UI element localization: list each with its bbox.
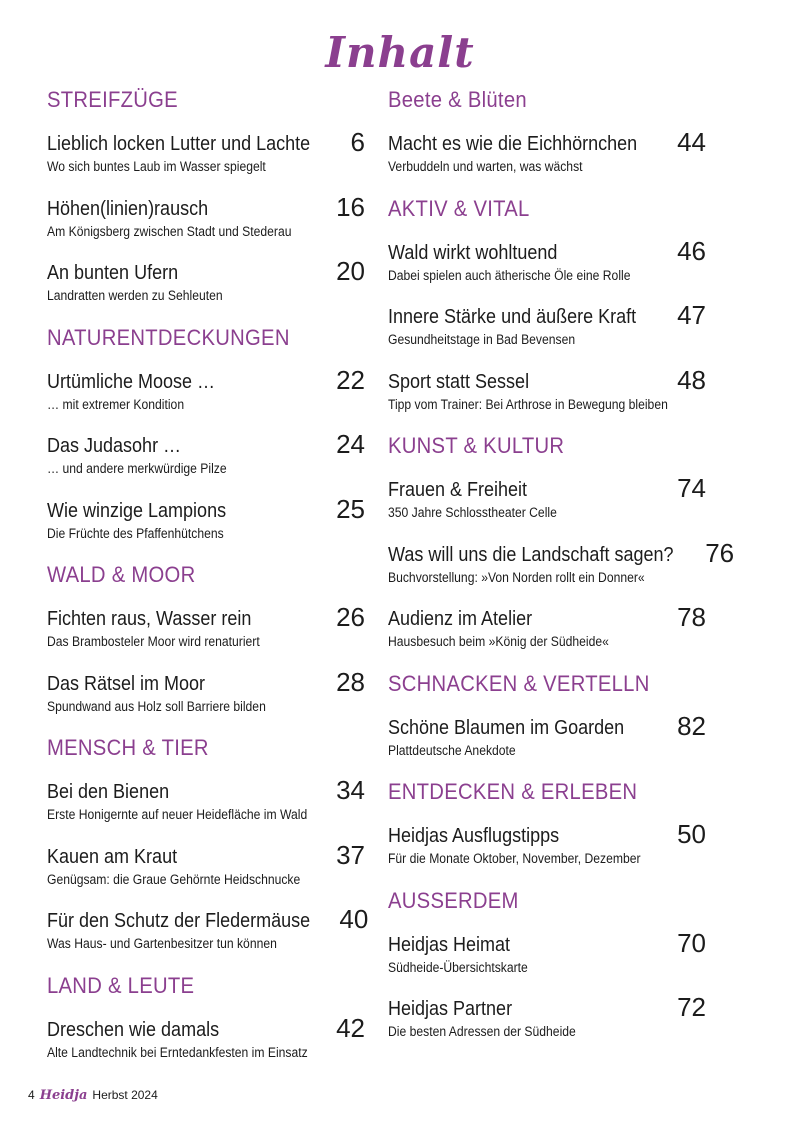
entry-title: Frauen & Freiheit — [388, 479, 528, 501]
entry-title: Schöne Blaumen im Goarden — [388, 716, 625, 739]
toc-entry[interactable] — [47, 664, 365, 729]
entry-subtitle: Alte Landtechnik bei Erntedankfesten im Einsatz — [47, 1044, 308, 1060]
entry-page-number: 25 — [336, 493, 365, 524]
entry-title: Heidjas Partner — [388, 998, 513, 1020]
entry-subtitle: Was Haus- und Gartenbesitzer tun können — [47, 936, 277, 951]
entry-title: Fichten raus, Wasser rein — [47, 608, 252, 630]
entry-subtitle: Buchvorstellung: »Von Norden rollt ein Donner« — [388, 569, 645, 585]
toc-entry[interactable] — [388, 362, 706, 427]
entry-title: Dreschen wie damals — [47, 1018, 220, 1041]
entry-title: Heidjas Ausflugstipps — [388, 825, 560, 847]
entry-page-number: 22 — [336, 364, 365, 395]
entry-page-number: 78 — [677, 602, 706, 632]
toc-entry[interactable] — [47, 1010, 365, 1075]
section-title: AKTIV & VITAL — [388, 195, 530, 221]
entry-subtitle: … und andere merkwürdige Pilze — [47, 461, 227, 476]
toc-entry[interactable] — [47, 599, 365, 664]
entry-title: Macht es wie die Eichhörnchen — [388, 133, 638, 155]
toc-section — [47, 557, 365, 728]
entry-title: Lieblich locken Lutter und Lachte — [47, 133, 311, 155]
entry-subtitle: 350 Jahre Schlosstheater Celle — [388, 505, 557, 520]
toc-section — [47, 730, 369, 966]
entry-subtitle: … mit extremer Kondition — [47, 396, 185, 412]
entry-title: Urtümliche Moose … — [47, 370, 216, 393]
entry-title: Höhen(linien)rausch — [47, 197, 209, 220]
entry-subtitle: Plattdeutsche Anekdote — [388, 742, 516, 758]
entry-page-number: 16 — [336, 191, 365, 222]
entry-subtitle: Landratten werden zu Sehleuten — [47, 288, 223, 303]
section-title: LAND & LEUTE — [47, 972, 195, 998]
toc-entry[interactable] — [388, 925, 706, 990]
toc-entry[interactable] — [47, 124, 365, 189]
entry-page-number: 42 — [336, 1012, 365, 1043]
section-title: AUSSERDEM — [388, 887, 519, 913]
toc-section — [47, 320, 365, 556]
footer-issue: Herbst 2024 — [92, 1088, 158, 1102]
toc-entry[interactable] — [388, 297, 706, 362]
entry-page-number: 34 — [336, 775, 365, 805]
toc-section — [388, 883, 706, 1054]
entry-title: Das Judasohr … — [47, 435, 182, 457]
toc-entry[interactable] — [47, 362, 365, 427]
section-title: SCHNACKEN & VERTELLN — [388, 670, 650, 696]
toc-entry[interactable] — [388, 708, 706, 773]
toc-entry[interactable] — [47, 837, 365, 902]
entry-title: Wie winzige Lampions — [47, 499, 227, 522]
entry-subtitle: Dabei spielen auch ätherische Öle eine Rolle — [388, 267, 631, 283]
entry-page-number: 6 — [350, 127, 365, 157]
entry-title: Bei den Bienen — [47, 781, 170, 803]
toc-entry[interactable] — [388, 233, 706, 298]
entry-subtitle: Erste Honigernte auf neuer Heidefläche im Wald — [47, 807, 308, 822]
entry-subtitle: Für die Monate Oktober, November, Dezember — [388, 851, 641, 866]
entry-page-number: 46 — [677, 235, 706, 266]
section-title: KUNST & KULTUR — [388, 433, 565, 458]
toc-entry[interactable] — [47, 901, 369, 966]
toc-entry[interactable] — [47, 189, 365, 254]
section-title: Beete & Blüten — [388, 87, 527, 112]
toc-entry[interactable] — [388, 470, 706, 535]
toc-entry[interactable] — [47, 253, 365, 318]
entry-page-number: 48 — [677, 364, 706, 395]
entry-title: Heidjas Heimat — [388, 933, 511, 956]
entry-subtitle: Das Brambosteler Moor wird renaturiert — [47, 634, 260, 649]
entry-subtitle: Südheide-Übersichtskarte — [388, 959, 528, 975]
toc-entry[interactable] — [388, 816, 706, 881]
entry-page-number: 70 — [677, 927, 706, 958]
entry-subtitle: Hausbesuch beim »König der Südheide« — [388, 634, 609, 649]
entry-subtitle: Spundwand aus Holz soll Barriere bilden — [47, 698, 266, 714]
toc-entry[interactable] — [47, 491, 365, 556]
toc-right-column — [388, 82, 735, 1056]
page-title: Inhalt — [325, 28, 475, 77]
toc-section — [388, 666, 706, 773]
entry-page-number: 82 — [677, 710, 706, 741]
footer-logo: Heidja — [39, 1088, 88, 1103]
entry-title: Innere Stärke und äußere Kraft — [388, 306, 637, 328]
toc-section — [388, 428, 735, 664]
toc-section — [47, 968, 365, 1075]
section-title: STREIFZÜGE — [47, 87, 178, 112]
entry-page-number: 37 — [336, 839, 365, 870]
entry-title: Sport statt Sessel — [388, 370, 530, 393]
entry-page-number: 74 — [677, 473, 706, 503]
toc-section — [388, 774, 706, 881]
entry-page-number: 26 — [336, 602, 365, 632]
entry-page-number: 72 — [677, 992, 706, 1022]
section-title: WALD & MOOR — [47, 562, 196, 587]
section-title: ENTDECKEN & ERLEBEN — [388, 779, 638, 804]
section-title: NATURENTDECKUNGEN — [47, 324, 290, 350]
entry-subtitle: Die besten Adressen der Südheide — [388, 1024, 576, 1039]
entry-title: An bunten Ufern — [47, 262, 179, 284]
entry-title: Das Rätsel im Moor — [47, 672, 206, 695]
entry-title: Wald wirkt wohltuend — [388, 241, 558, 264]
entry-title: Audienz im Atelier — [388, 608, 533, 630]
entry-title: Kauen am Kraut — [47, 845, 178, 868]
entry-page-number: 24 — [336, 429, 365, 459]
entry-subtitle: Verbuddeln und warten, was wächst — [388, 159, 583, 174]
entry-page-number: 47 — [677, 300, 706, 330]
entry-subtitle: Die Früchte des Pfaffenhütchens — [47, 525, 224, 541]
toc-section — [388, 191, 706, 427]
page-footer — [28, 1088, 158, 1103]
toc-entry[interactable] — [47, 426, 365, 491]
entry-title: Was will uns die Landschaft sagen? — [388, 543, 674, 566]
toc-entry[interactable] — [47, 772, 365, 837]
toc-entry[interactable] — [388, 599, 706, 664]
entry-page-number: 40 — [339, 904, 369, 934]
toc-section — [388, 82, 706, 189]
entry-page-number: 76 — [705, 537, 735, 568]
toc-entry[interactable] — [388, 124, 706, 189]
entry-subtitle: Wo sich buntes Laub im Wasser spiegelt — [47, 159, 266, 174]
toc-entry[interactable] — [388, 535, 735, 600]
entry-subtitle: Gesundheitstage in Bad Bevensen — [388, 332, 576, 347]
toc-section — [47, 82, 365, 318]
entry-page-number: 28 — [336, 666, 365, 697]
entry-subtitle: Tipp vom Trainer: Bei Arthrose in Bewegung bleiben — [388, 396, 668, 412]
entry-page-number: 44 — [677, 127, 706, 157]
toc-entry[interactable] — [388, 989, 706, 1054]
entry-page-number: 20 — [336, 256, 365, 286]
toc-left-column — [47, 82, 369, 1076]
footer-page-number: 4 — [28, 1088, 35, 1102]
entry-subtitle: Genügsam: die Graue Gehörnte Heidschnucke — [47, 871, 301, 887]
entry-subtitle: Am Königsberg zwischen Stadt und Stederau — [47, 223, 292, 239]
entry-title: Für den Schutz der Fledermäuse — [47, 910, 311, 932]
entry-page-number: 50 — [677, 819, 706, 849]
section-title: MENSCH & TIER — [47, 735, 209, 760]
